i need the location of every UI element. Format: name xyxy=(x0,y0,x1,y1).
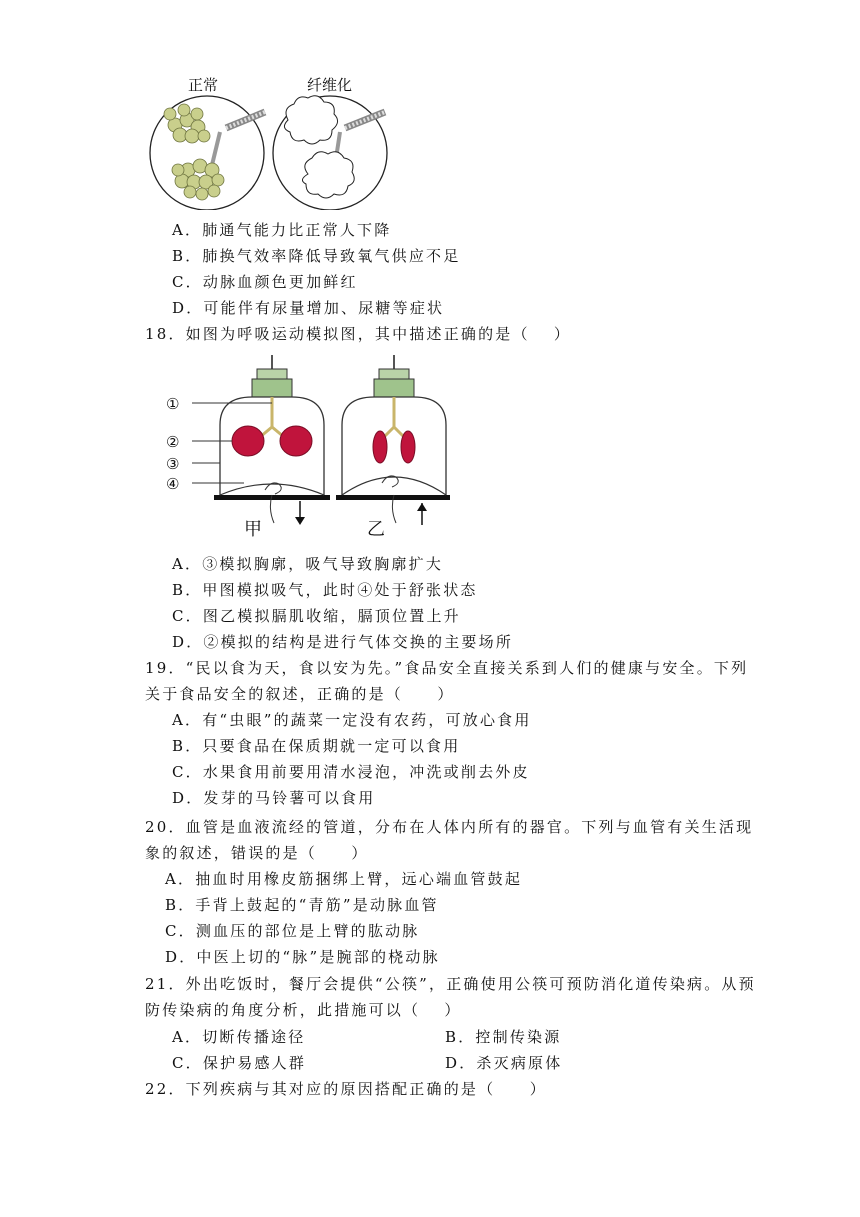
marker-1: ① xyxy=(166,395,180,413)
q19-stem-line2: 关于食品安全的叙述，正确的是（ ） xyxy=(145,685,455,703)
q18-stem: 18．如图为呼吸运动模拟图，其中描述正确的是（ ） xyxy=(145,325,572,343)
q19-option-b: B．只要食品在保质期就一定可以食用 xyxy=(172,737,461,755)
q17-option-b: B．肺换气效率降低导致氧气供应不足 xyxy=(172,247,461,265)
q21-option-a: A．切断传播途径 xyxy=(172,1028,306,1046)
q21-option-c: C．保护易感人群 xyxy=(172,1054,307,1072)
q17-option-c: C．动脉血颜色更加鲜红 xyxy=(172,273,358,291)
q21-stem-line1: 21．外出吃饭时，餐厅会提供“公筷”，正确使用公筷可预防消化道传染病。从预 xyxy=(145,975,756,993)
q20-stem-line2: 象的叙述，错误的是（ ） xyxy=(145,844,369,862)
label-yi: 乙 xyxy=(367,519,385,540)
marker-3: ③ xyxy=(166,455,180,473)
label-fibrosis: 纤维化 xyxy=(307,76,353,94)
q22-stem: 22．下列疾病与其对应的原因搭配正确的是（ ） xyxy=(145,1080,547,1098)
q20-option-d: D．中医上切的“脉”是腕部的桡动脉 xyxy=(165,948,440,966)
q20-option-b: B．手背上鼓起的“青筋”是动脉血管 xyxy=(165,896,439,914)
q18-option-b: B．甲图模拟吸气，此时④处于舒张状态 xyxy=(172,581,478,599)
q19-option-a: A．有“虫眼”的蔬菜一定没有农药，可放心食用 xyxy=(172,711,532,729)
q21-option-d: D．杀灭病原体 xyxy=(445,1054,563,1072)
q18-option-d: D．②模拟的结构是进行气体交换的主要场所 xyxy=(172,633,514,651)
label-jia: 甲 xyxy=(244,519,262,540)
bell-jar-jia xyxy=(214,355,330,525)
label-normal: 正常 xyxy=(188,76,219,94)
marker-2: ② xyxy=(166,433,180,451)
q18-option-c: C．图乙模拟膈肌收缩，膈顶位置上升 xyxy=(172,607,461,625)
q21-option-b: B．控制传染源 xyxy=(445,1028,562,1046)
q17-option-a: A．肺通气能力比正常人下降 xyxy=(172,221,392,239)
breathing-model-figure xyxy=(160,355,450,545)
q20-option-a: A．抽血时用橡皮筋捆绑上臂，远心端血管鼓起 xyxy=(165,870,523,888)
bell-jar-yi xyxy=(336,355,450,525)
alveoli-figure xyxy=(140,70,400,210)
q18-option-a: A．③模拟胸廓，吸气导致胸廓扩大 xyxy=(172,555,444,573)
q20-option-c: C．测血压的部位是上臂的肱动脉 xyxy=(165,922,420,940)
marker-4: ④ xyxy=(166,475,180,493)
q19-stem-line1: 19．“民以食为天，食以安为先。”食品安全直接关系到人们的健康与安全。下列 xyxy=(145,659,749,677)
q20-stem-line1: 20．血管是血液流经的管道，分布在人体内所有的器官。下列与血管有关生活现 xyxy=(145,818,754,836)
q17-option-d: D．可能伴有尿量增加、尿糖等症状 xyxy=(172,299,445,317)
q19-option-c: C．水果食用前要用清水浸泡，冲洗或削去外皮 xyxy=(172,763,530,781)
q21-stem-line2: 防传染病的角度分析，此措施可以（ ） xyxy=(145,1001,462,1019)
q19-option-d: D．发芽的马铃薯可以食用 xyxy=(172,789,376,807)
